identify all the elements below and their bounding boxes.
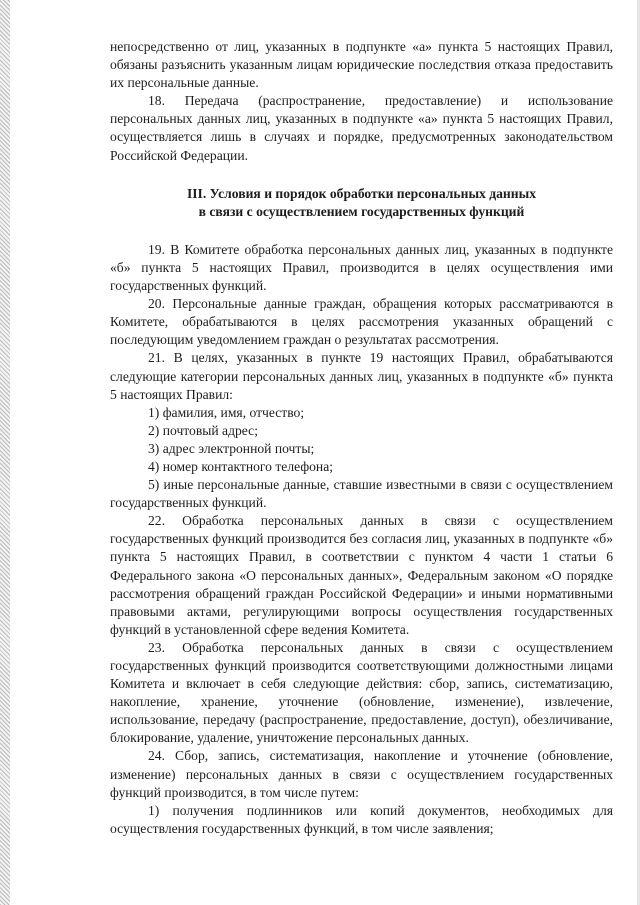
paragraph-19: 19. В Комитете обработка персональных данных лиц, указанных в подпункте «б» пункта 5 настоящих Правил, производится в целях осуществления ими государственных функций. [110, 241, 613, 294]
paragraph-23: 23. Обработка персональных данных в связи с осуществлением государственных функций производится соответствующими должностными лицами Комитета и включает в себя следующие действия: сбор, запись, систематизацию, накопление, хранение, уточнение (обновление, изменение), извлечение, использование, передачу (распространение, предоставление, доступ), обезличивание, блокирование, удаление, уничтожение персональных данных. [110, 639, 613, 746]
paragraph-20: 20. Персональные данные граждан, обращения которых рассматриваются в Комитете, обрабатываются в целях рассмотрения указанных обращений с последующим уведомлением граждан о результатах рассмотрения. [110, 296, 613, 348]
paragraph-22: 22. Обработка персональных данных в связи с осуществлением государственных функций производится без согласия лиц, указанных в подпункте «б» пункта 5 настоящих Правил, в соответствии с пунктом 4 части 1 статьи 6 Федерального закона «О персональных данных», Федеральным законом «О порядке рассмотрения обращений граждан Российской Федерации» и иными нормативными правовыми актами, регулирующими вопросы осуществления государственных функций в установленной сфере ведения Комитета. [110, 513, 613, 637]
list-item-21-2: 2) почтовый адрес; [148, 422, 258, 438]
section-heading-line-2: в связи с осуществлением государственных функций [198, 203, 525, 219]
list-item-21-3: 3) адрес электронной почты; [148, 440, 315, 456]
scan-edge-texture [0, 0, 10, 905]
list-item-21-4: 4) номер контактного телефона; [148, 458, 334, 474]
list-item-21-1: 1) фамилия, имя, отчество; [148, 404, 305, 420]
paragraph-18: 18. Передача (распространение, предоставление) и использование персональных данных лиц, указанных в подпункте «а» пункта 5 настоящих Правил, осуществляется лишь в случаях и порядке, предусмотренных законодательством Российской Федерации. [110, 93, 613, 163]
paragraph-intro: непосредственно от лиц, указанных в подпункте «а» пункта 5 настоящих Правил, обязаны разъяснить указанным лицам юридические последствия отказа предоставить их персональные данные. [110, 39, 613, 91]
section-heading-line-1: III. Условия и порядок обработки персональных данных [186, 185, 537, 201]
list-item-21-5: 5) иные персональные данные, ставшие известными в связи с осуществлением государственных функций. [110, 477, 613, 511]
section-heading [110, 185, 613, 221]
document-page [110, 38, 613, 838]
paragraph-24: 24. Сбор, запись, систематизация, накопление и уточнение (обновление, изменение) персональных данных в связи с осуществлением государственных функций производится, в том числе путем: [110, 748, 613, 800]
list-item-24-1: 1) получения подлинников или копий документов, необходимых для осуществления государственных функций, в том числе заявления; [110, 802, 613, 836]
paragraph-21: 21. В целях, указанных в пункте 19 настоящих Правил, обрабатываются следующие категории персональных данных лиц, указанных в подпункте «б» пункта 5 настоящих Правил: [110, 350, 613, 402]
